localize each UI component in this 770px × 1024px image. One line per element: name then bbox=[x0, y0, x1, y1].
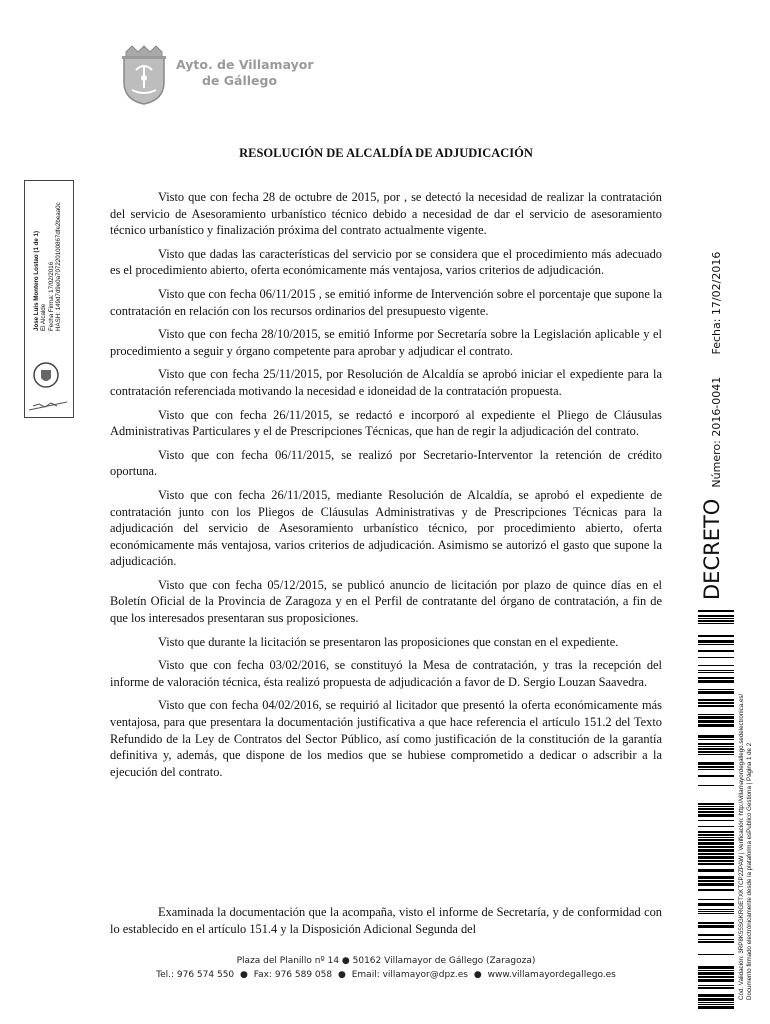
barcode-image bbox=[698, 610, 734, 1010]
decree-label: DECRETO bbox=[700, 498, 724, 600]
footer-web: www.villamayordegallego.es bbox=[487, 970, 616, 980]
decree-number: Número: 2016-0041 bbox=[710, 376, 723, 488]
signature-date: Fecha Firma: 17/02/2016 bbox=[47, 261, 55, 331]
decree-date: Fecha: 17/02/2016 bbox=[710, 251, 723, 355]
municipality-name-line1: Ayto. de Villamayor bbox=[176, 57, 314, 72]
paragraph: Visto que con fecha 06/11/2015 , se emitió informe de Intervención sobre el porcentaje que supone la contratación en relación con los recursos ordinarios del presupuesto vigente. bbox=[110, 286, 662, 318]
paragraph: Visto que con fecha 26/11/2015, se redactó e incorporó al expediente el Pliego de Cláusulas Administrativas Particulares y el de Prescripciones Técnicas, que han de regir la adjudicación del contrato. bbox=[110, 407, 662, 439]
paragraph: Visto que con fecha 06/11/2015, se realizó por Secretario-Interventor la retención de crédito oportuna. bbox=[110, 447, 662, 479]
paragraph: Visto que con fecha 05/12/2015, se publicó anuncio de licitación por plazo de quince días en el Boletín Oficial de la Provincia de Zaragoza y en el Perfil de contratante del órgano de contratación, a fin de que los interesados presentaran sus proposiciones. bbox=[110, 577, 662, 626]
validation-text bbox=[738, 620, 753, 1000]
footer-contact bbox=[110, 968, 662, 982]
document-body bbox=[110, 189, 662, 936]
page-footer bbox=[110, 954, 662, 982]
document-title: RESOLUCIÓN DE ALCALDÍA DE ADJUDICACIÓN bbox=[239, 146, 533, 160]
municipality-name-line2: de Gállego bbox=[202, 73, 278, 88]
footer-bullet: ● bbox=[473, 970, 482, 980]
footer-fax: Fax: 976 589 058 bbox=[253, 970, 333, 980]
footer-address: Plaza del Planillo nº 14 ● 50162 Villamayor de Gállego (Zaragoza) bbox=[236, 956, 536, 966]
footer-email: Email: villamayor@dpz.es bbox=[351, 970, 468, 980]
paragraph: Visto que con fecha 25/11/2015, por Resolución de Alcaldía se aprobó iniciar el expediente para la contratación referenciada motivando la necesidad e idoneidad de la contratación propuesta. bbox=[110, 367, 662, 398]
paragraph-continued: Examinada la documentación que la acompaña, visto el informe de Secretaría, y de conformidad con lo establecido en el artículo 151.4 y la Disposición Adicional Segunda del bbox=[110, 905, 662, 936]
signature-stamp-icon bbox=[27, 400, 69, 412]
signer-role: El Alcalde bbox=[40, 303, 48, 331]
decree-stamp bbox=[700, 252, 724, 600]
paragraph: Visto que con fecha 28 de octubre de 2015, por , se detectó la necesidad de realizar la contratación del servicio de Asesoramiento urbanístico técnico debido a necesidad de dar el servicio de asesoramiento técnico urbanístico y finalización próxima del contrato actualmente vigente. bbox=[110, 190, 662, 238]
paragraph: Visto que con fecha 28/10/2015, se emitió Informe por Secretaría sobre la Legislación aplicable y el procedimiento a seguir y órgano competente para aprobar y adjudicar el contrato. bbox=[110, 327, 662, 358]
municipality-name bbox=[176, 57, 314, 89]
signature-hash: HASH: 149d7d9e0a707220100867dfe2beaa0c bbox=[55, 202, 63, 331]
footer-bullet: ● bbox=[240, 970, 248, 980]
municipal-coat-of-arms-logo bbox=[118, 44, 170, 106]
footer-tel: Tel.: 976 574 550 bbox=[156, 970, 235, 980]
seal-icon bbox=[31, 360, 61, 390]
paragraph: Visto que con fecha 04/02/2016, se requirió al licitador que presentó la oferta económicamente más ventajosa, para que presentara la documentación justificativa a que hace referencia el artículo 151.2 del Texto Refundido de la Ley de Contratos del Sector Público, así como justificación de la constitución de la garantía definitiva y, además, que dispone de los medios que se hubiese comprometido a dedicar o adscribir a la ejecución del contrato. bbox=[110, 698, 662, 779]
signer-name: Jose Luis Montero Lostao (1 de 1) bbox=[33, 230, 40, 331]
paragraph: Visto que con fecha 26/11/2015, mediante Resolución de Alcaldía, se aprobó el expediente de contratación junto con los Pliegos de Cláusulas Administrativas y de Prescripciones Técnicas para la adjudicación del servicio de Asesoramiento urbanístico técnico, por procedimiento abierto, oferta económicamente más ventajosa, varios criterios de adjudicación. Asimismo se autorizó el gasto que supone la adjudicación. bbox=[110, 487, 662, 569]
paragraph: Visto que dadas las características del servicio por se considera que el procedimiento más adecuado es el procedimiento abierto, oferta económicamente más ventajosa, varios criterios de adjudicación. bbox=[110, 246, 662, 278]
signature-text bbox=[33, 111, 63, 331]
footer-bullet: ● bbox=[337, 970, 346, 980]
paragraph: Visto que durante la licitación se presentaron las proposiciones que constan en el expediente. bbox=[158, 634, 619, 649]
paragraph: Visto que con fecha 03/02/2016, se constituyó la Mesa de contratación, y tras la recepción del informe de valoración técnica, ésta realizó propuesta de adjudicación a favor de D. Sergio Louzan Saavedra. bbox=[110, 658, 662, 689]
validation-platform: Documento firmado electrónicamente desde la plataforma esPublico Gestiona | Página 1 de 2 bbox=[745, 742, 753, 1000]
validation-code: Cód. Validación: 3RP8K55SGKRGETXKTCP2ZPAW | Verificación: http://villamayordegallego.sedelectronica.es/ bbox=[738, 693, 745, 1000]
